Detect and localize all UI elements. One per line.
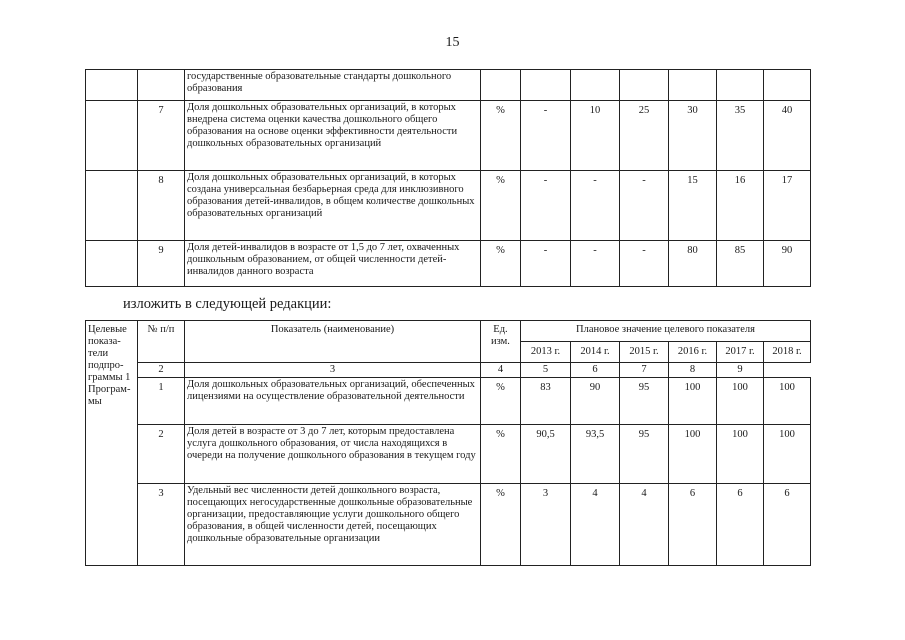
row-number: 3 (138, 484, 185, 566)
indicator-name: Доля дошкольных образовательных организаций, в которых внедрена система оценки качества дошкольного общего образования на основе оценки эффективности деятельности дошкольных образовательных организаций (185, 101, 481, 171)
value-cell: 83 (521, 378, 571, 425)
column-number: 3 (185, 363, 481, 378)
value-cell: - (521, 101, 571, 171)
value-cell: 95 (620, 425, 669, 484)
indicator-name: Удельный вес численности детей дошкольного возраста, посещающих негосударственные дошкольные образовательные организации, предоставляющие услуги дошкольного общего образования, в общей численности детей, посещающих дошкольные образовательные организации (185, 484, 481, 566)
indicator-header: Показатель (наименование) (185, 321, 481, 363)
column-number: 4 (481, 363, 521, 378)
value-cell: 90 (571, 378, 620, 425)
value-cell: 6 (717, 484, 764, 566)
value-cell: 3 (521, 484, 571, 566)
plan-value-header: Плановое значение целевого показателя (521, 321, 811, 342)
value-cell: 80 (669, 241, 717, 287)
table-row (86, 70, 811, 101)
indicator-name: Доля детей в возрасте от 3 до 7 лет, которым предоставлена услуга дошкольного образования, от числа находящихся в очереди на получение дошкольного образования в текущем году (185, 425, 481, 484)
number-header: № п/п (138, 321, 185, 363)
value-cell: 17 (764, 171, 811, 241)
value-cell: 85 (717, 241, 764, 287)
indicator-name: Доля дошкольных образовательных организаций, в которых создана универсальная безбарьерная среда для инклюзивного образования детей-инвалидов, в общем количестве дошкольных образовательных организаций (185, 171, 481, 241)
year-header: 2013 г. (521, 342, 571, 363)
column-number: 7 (620, 363, 669, 378)
year-header: 2014 г. (571, 342, 620, 363)
value-cell: 6 (669, 484, 717, 566)
indicator-name: Доля дошкольных образовательных организаций, обеспеченных лицензиями на осуществление образовательной деятельности (185, 378, 481, 425)
value-cell: 100 (669, 378, 717, 425)
value-cell: - (571, 171, 620, 241)
unit-cell: % (481, 171, 521, 241)
row-number: 7 (138, 101, 185, 171)
table-row (86, 378, 811, 425)
value-cell: 100 (669, 425, 717, 484)
value-cell: 95 (620, 378, 669, 425)
table-row (86, 425, 811, 484)
amendment-caption: изложить в следующей редакции: (123, 296, 332, 312)
value-cell: 93,5 (571, 425, 620, 484)
year-header: 2016 г. (669, 342, 717, 363)
value-cell: 4 (571, 484, 620, 566)
row-number: 2 (138, 425, 185, 484)
row-number: 9 (138, 241, 185, 287)
value-cell: 35 (717, 101, 764, 171)
column-number: 8 (669, 363, 717, 378)
value-cell: - (521, 171, 571, 241)
value-cell: 40 (764, 101, 811, 171)
value-cell: 100 (764, 425, 811, 484)
continuation-text: государственные образовательные стандарты дошкольного образования (185, 70, 481, 101)
value-cell: 100 (717, 425, 764, 484)
value-cell: 100 (764, 378, 811, 425)
row-number: 8 (138, 171, 185, 241)
table-header-row (86, 321, 811, 342)
year-header: 2017 г. (717, 342, 764, 363)
year-header: 2018 г. (764, 342, 811, 363)
value-cell: 30 (669, 101, 717, 171)
column-number: 2 (138, 363, 185, 378)
value-cell: 90,5 (521, 425, 571, 484)
value-cell: 6 (764, 484, 811, 566)
value-cell: - (571, 241, 620, 287)
table-row (86, 101, 811, 171)
value-cell: 16 (717, 171, 764, 241)
bottom-indicator-table (85, 320, 811, 566)
value-cell: 90 (764, 241, 811, 287)
column-number: 5 (521, 363, 571, 378)
top-indicator-table (85, 69, 811, 287)
table-row (86, 484, 811, 566)
value-cell: - (620, 241, 669, 287)
target-indicators-header: Целевые показа-тели подпро-граммы 1 Програм-мы (86, 321, 138, 566)
unit-cell: % (481, 425, 521, 484)
unit-cell: % (481, 241, 521, 287)
indicator-name: Доля детей-инвалидов в возрасте от 1,5 до 7 лет, охваченных дошкольным образованием, от общей численности детей-инвалидов данного возраста (185, 241, 481, 287)
value-cell: - (620, 171, 669, 241)
unit-header: Ед. изм. (481, 321, 521, 363)
row-number: 1 (138, 378, 185, 425)
value-cell: 10 (571, 101, 620, 171)
value-cell: 100 (717, 378, 764, 425)
unit-cell: % (481, 484, 521, 566)
page-number: 15 (445, 35, 460, 50)
value-cell: - (521, 241, 571, 287)
year-header: 2015 г. (620, 342, 669, 363)
table-row (86, 171, 811, 241)
column-number: 6 (571, 363, 620, 378)
value-cell: 15 (669, 171, 717, 241)
unit-cell: % (481, 378, 521, 425)
column-number: 9 (717, 363, 764, 378)
column-number-row (86, 363, 811, 378)
value-cell: 4 (620, 484, 669, 566)
unit-cell: % (481, 101, 521, 171)
table-row (86, 241, 811, 287)
value-cell: 25 (620, 101, 669, 171)
